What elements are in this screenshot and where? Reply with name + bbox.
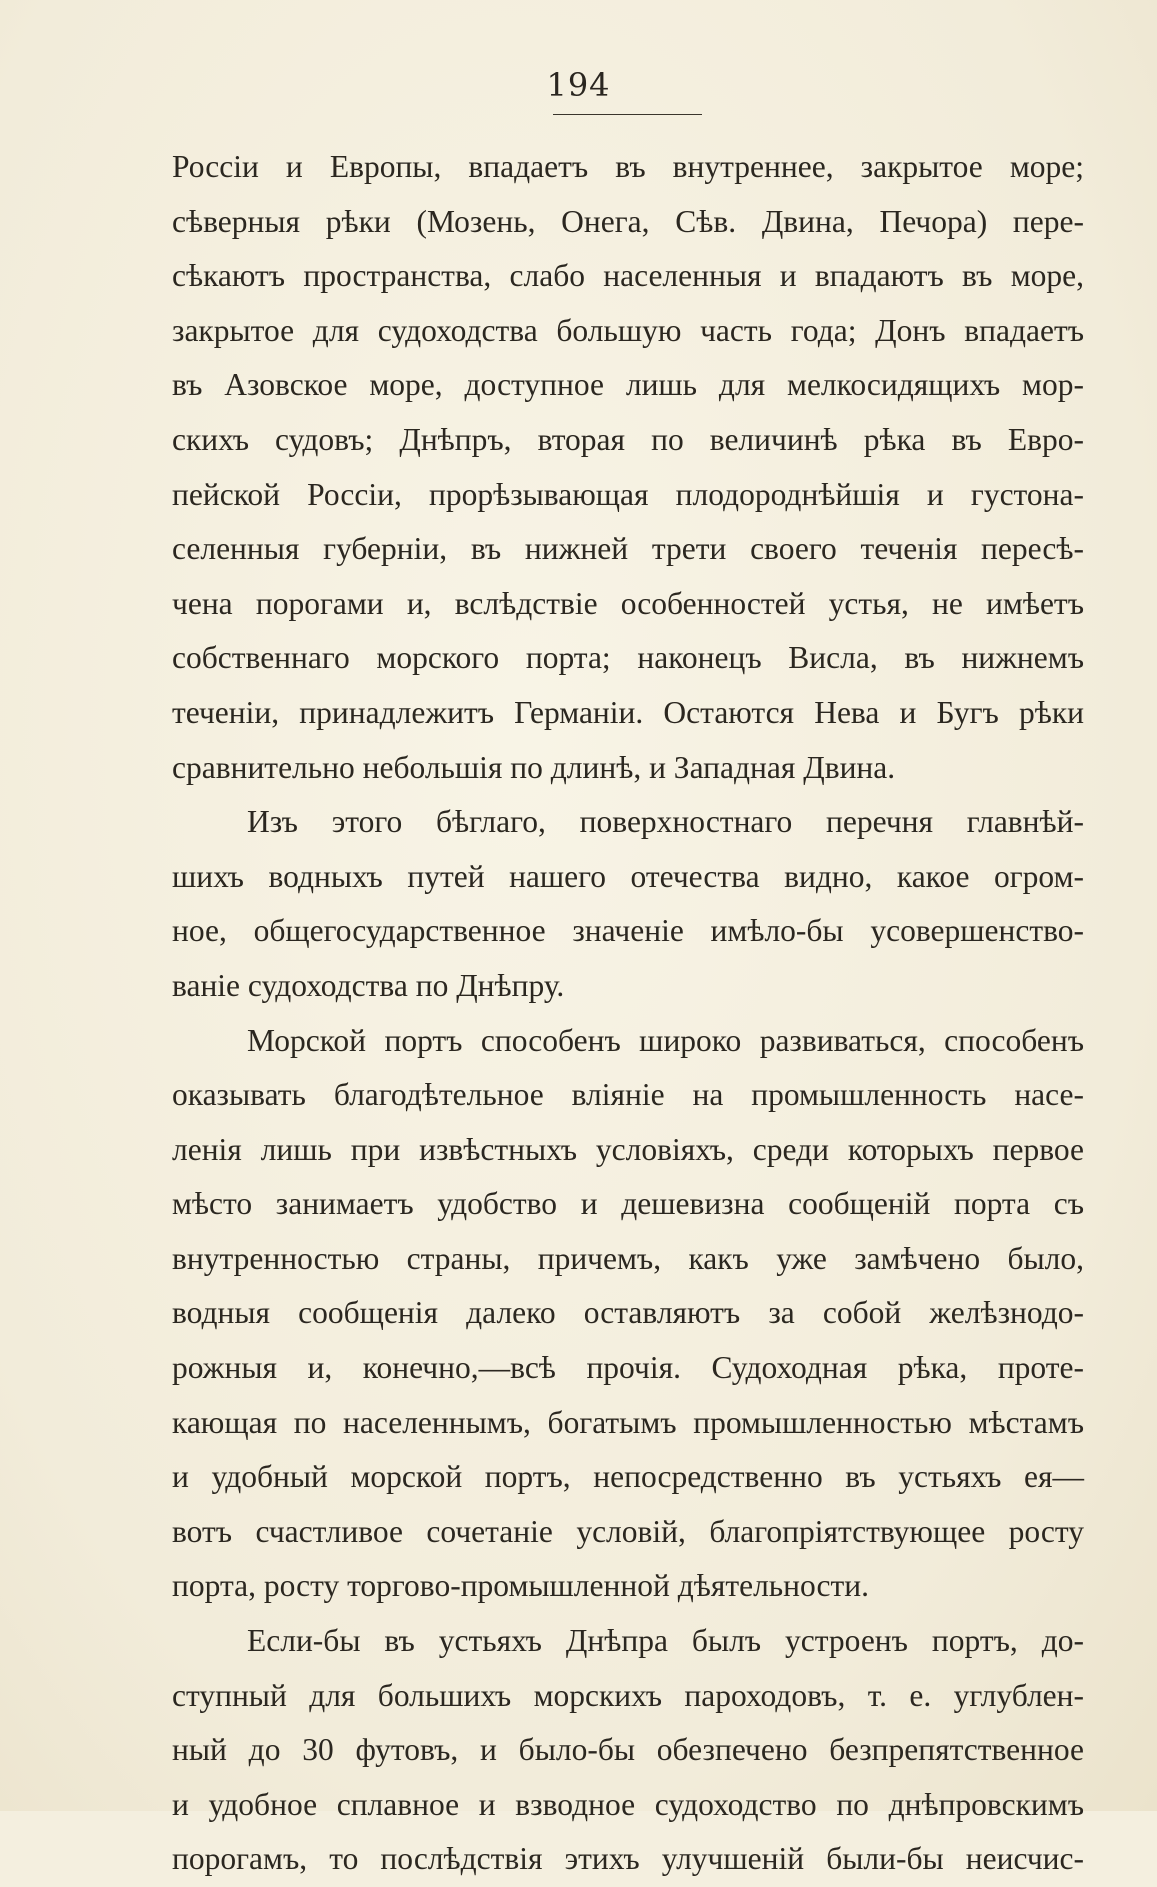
text-line: ное, общегосударственное значеніе имѣло-бы усовершенство- — [172, 913, 1084, 949]
paragraph — [172, 795, 1084, 1013]
text-line: и удобное сплавное и взводное судоходство по днѣпровскимъ — [172, 1786, 1084, 1822]
text-line: кающая по населеннымъ, богатымъ промышленностью мѣстамъ — [172, 1404, 1084, 1440]
text-line: Если-бы въ устьяхъ Днѣпра былъ устроенъ портъ, до- — [247, 1623, 1084, 1659]
text-line: порогамъ, то послѣдствія этихъ улучшеній были-бы неисчис- — [172, 1841, 1084, 1877]
text-line: чена порогами и, вслѣдствіе особенностей устья, не имѣетъ — [172, 585, 1084, 621]
text-line: водныя сообщенія далеко оставляютъ за собой желѣзнодо- — [172, 1295, 1084, 1331]
text-line: и удобный морской портъ, непосредственно въ устьяхъ ея— — [172, 1459, 1084, 1495]
text-line: скихъ судовъ; Днѣпръ, вторая по величинѣ рѣка въ Евро- — [172, 421, 1084, 457]
text-line: закрытое для судоходства большую часть года; Донъ впадаетъ — [172, 312, 1084, 348]
text-line: Изъ этого бѣглаго, поверхностнаго перечня главнѣй- — [247, 804, 1084, 840]
paragraph — [172, 1614, 1084, 1887]
body-text — [172, 140, 1084, 1887]
text-line: шихъ водныхъ путей нашего отечества видно, какое огром- — [172, 858, 1084, 894]
header-rule — [553, 114, 702, 115]
paragraph — [172, 140, 1084, 795]
text-line: пейской Россіи, прорѣзывающая плодороднѣйшія и густона- — [172, 476, 1084, 512]
text-line: сѣкаютъ пространства, слабо населенныя и впадаютъ въ море, — [172, 258, 1084, 294]
text-line: сѣверныя рѣки (Мозень, Онега, Сѣв. Двина, Печора) пере- — [172, 203, 1084, 239]
text-line: въ Азовское море, доступное лишь для мелкосидящихъ мор- — [172, 367, 1084, 403]
paragraph — [172, 1014, 1084, 1615]
text-line: внутренностью страны, причемъ, какъ уже замѣчено было, — [172, 1240, 1084, 1276]
text-line: Морской портъ способенъ широко развиваться, способенъ — [247, 1022, 1084, 1058]
text-line: рожныя и, конечно,—всѣ прочія. Судоходная рѣка, проте- — [172, 1350, 1084, 1386]
text-line: ступный для большихъ морскихъ пароходовъ, т. е. углублен- — [172, 1677, 1084, 1713]
page-number: 194 — [546, 66, 611, 104]
text-line: ный до 30 футовъ, и было-бы обезпечено безпрепятственное — [172, 1732, 1084, 1768]
text-line: теченіи, принадлежитъ Германіи. Остаются Нева и Бугъ рѣки — [172, 694, 1084, 730]
text-line: ваніе судоходства по Днѣпру. — [172, 967, 565, 1003]
text-line: оказывать благодѣтельное вліяніе на промышленность насе- — [172, 1077, 1084, 1113]
text-line: ленія лишь при извѣстныхъ условіяхъ, среди которыхъ первое — [172, 1131, 1084, 1167]
text-line: мѣсто занимаетъ удобство и дешевизна сообщеній порта съ — [172, 1186, 1084, 1222]
text-line: селенныя губерніи, въ нижней трети своего теченія пересѣ- — [172, 531, 1084, 567]
text-line: порта, росту торгово-промышленной дѣятельности. — [172, 1568, 870, 1604]
text-line: Россіи и Европы, впадаетъ въ внутреннее, закрытое море; — [172, 149, 1084, 184]
text-line: сравнительно небольшія по длинѣ, и Западная Двина. — [172, 749, 896, 785]
text-line: вотъ счастливое сочетаніе условій, благопріятствующее росту — [172, 1513, 1084, 1549]
text-line: собственнаго морского порта; наконецъ Висла, въ нижнемъ — [172, 640, 1084, 676]
